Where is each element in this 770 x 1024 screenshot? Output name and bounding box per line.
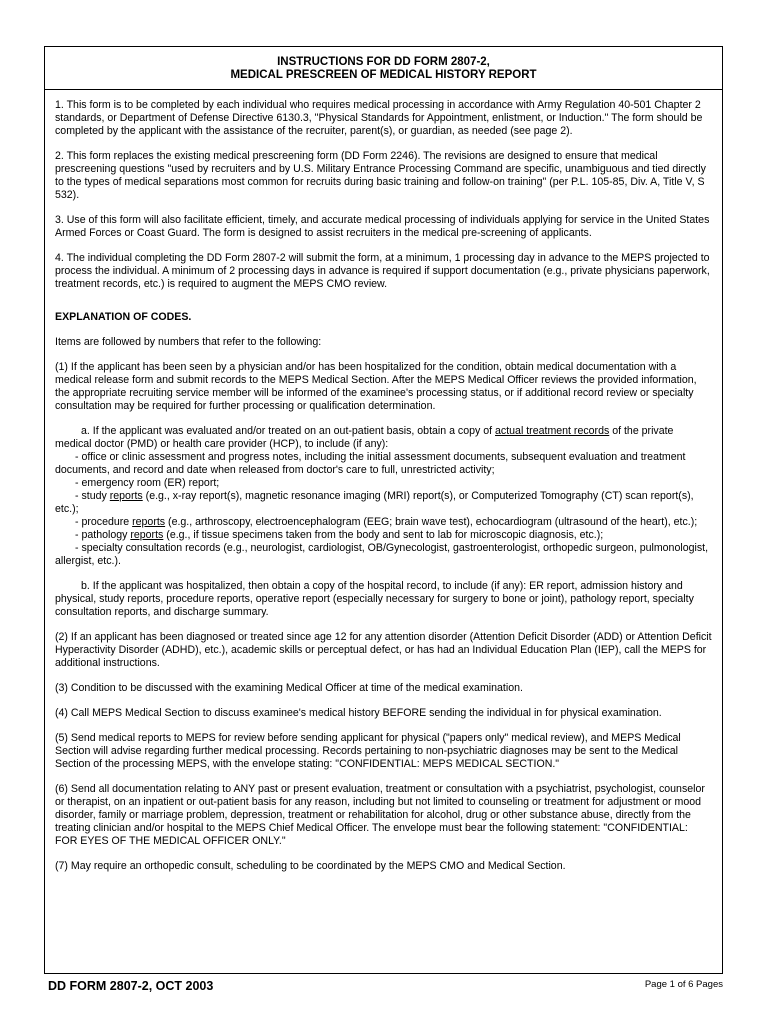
code-1a-text-end: of the private medical doctor (PMD) or health care provider (HCP), to include (if any): xyxy=(55,425,674,450)
page-number: Page 1 of 6 Pages xyxy=(644,979,723,990)
form-box xyxy=(44,46,723,974)
page-title: INSTRUCTIONS FOR DD FORM 2807-2, xyxy=(277,56,490,68)
instruction-paragraph-3: 3. Use of this form will also facilitate efficient, timely, and accurate medical processing of individuals applying for service in the United States Armed Forces or Coast Guard. The form is designed to assist recruiters in the medical pre-screening of applicants. xyxy=(55,214,710,239)
codes-heading: EXPLANATION OF CODES. xyxy=(55,311,192,323)
instruction-paragraph-2: 2. This form replaces the existing medical prescreening form (DD Form 2246). The revisions are designed to ensure that medical prescreening questions "used by recruiters and by U.S. Military Entrance Processing Command are specific, unambiguous and tied directly to the types of medical separations most common for recruits during basic training and follow-on training" (per P.L. 105-85, Div. A, Title V, S 532). xyxy=(55,150,706,201)
item-procedure: - procedure reports (e.g., arthroscopy, electroencephalogram (EEG; brain wave test), echocardiogram (ultrasound of the heart), etc.); xyxy=(75,516,698,528)
code-6: (6) Send all documentation relating to ANY past or present evaluation, treatment or consultation with a psychiatrist, psychologist, counselor or therapist, on an inpatient or out-patient basis for any reason, including but not limited to counseling or treatment for adjustment or mood disorder, family or marriage problem, depression, treatment or rehabilitation for alcohol, drug or other substance abuse, directly from the treating clinician and/or hospital to the MEPS Chief Medical Officer. The envelope must bear the following statement: "CONFIDENTIAL: FOR EYES OF THE MEDICAL OFFICER ONLY." xyxy=(55,783,705,847)
study-reports-term: reports xyxy=(109,490,143,502)
code-1b: b. If the applicant was hospitalized, then obtain a copy of the hospital record, to include (if any): ER report, admission history and physical, study reports, procedure reports, operative report (especially necessary for surgery to bone or joint), pathology report, specialty consultation reports, and discharge summary. xyxy=(55,580,694,618)
code-2: (2) If an applicant has been diagnosed or treated since age 12 for any attention disorder (Attention Deficit Disorder (ADD) or Attention Deficit Hyperactivity Disorder (ADHD), etc.), academic skills or perceptual defect, or has had an Individual Education Plan (IEP), call the MEPS for additional instructions. xyxy=(55,631,712,669)
instruction-paragraph-4: 4. The individual completing the DD Form 2807-2 will submit the form, at a minimum, 1 processing day in advance to the MEPS projected to process the individual. A minimum of 2 processing days in advance is required if support documentation (e.g., private physicians paperwork, treatment records, etc.) is required to augment the MEPS CMO review. xyxy=(55,252,710,290)
code-1a xyxy=(55,425,712,568)
code-3: (3) Condition to be discussed with the examining Medical Officer at time of the medical examination. xyxy=(55,682,523,694)
code-7: (7) May require an orthopedic consult, scheduling to be coordinated by the MEPS CMO and Medical Section. xyxy=(55,860,566,872)
item-office: - office or clinic assessment and progress notes, including the initial assessment documents, subsequent evaluation and treatment documents, and record and date when released from doctor's care to full, unrestricted activity; xyxy=(55,451,686,476)
title-area xyxy=(45,47,722,90)
pathology-reports-term: reports xyxy=(130,529,164,541)
code-1a-intro xyxy=(55,425,712,451)
form-identifier: DD FORM 2807-2, OCT 2003 xyxy=(48,979,214,993)
page-subtitle: MEDICAL PRESCREEN OF MEDICAL HISTORY REPORT xyxy=(230,69,537,81)
code-1: (1) If the applicant has been seen by a physician and/or has been hospitalized for the condition, obtain medical documentation with a medical release form and submit records to the MEPS Medical Section. After the MEPS Medical Officer reviews the provided information, the appropriate recruiting service member will be informed of the examinee's processing status, or if additional record review or specialty consultation may be required for further processing or qualification determination. xyxy=(55,361,697,412)
instruction-paragraph-1: 1. This form is to be completed by each individual who requires medical processing in accordance with Army Regulation 40-501 Chapter 2 standards, or Department of Defense Directive 6130.3, "Physical Standards for Appointment, enlistment, or Induction." The form should be completed by the applicant with the assistance of the recruiter, parent(s), or guardian, as needed (see page 2). xyxy=(55,99,703,137)
code-5: (5) Send medical reports to MEPS for review before sending applicant for physical ("papers only" medical review), and MEPS Medical Section will advise regarding further medical processing. Records pertaining to non-psychiatric diagnoses may be sent to the Medical Section of the processing MEPS, with the envelope stating: "CONFIDENTIAL: MEPS MEDICAL SECTION." xyxy=(55,732,681,770)
item-er: - emergency room (ER) report; xyxy=(75,477,220,489)
item-study: - study reports (e.g., x-ray report(s), magnetic resonance imaging (MRI) report(s), or Computerized Tomography (CT) scan report(s), etc.); xyxy=(55,490,694,515)
item-pathology: - pathology reports (e.g., if tissue specimens taken from the body and sent to lab for microscopic diagnosis, etc.); xyxy=(75,529,604,541)
procedure-reports-term: reports xyxy=(132,516,166,528)
treatment-records-term: actual treatment records xyxy=(495,425,610,437)
code-4: (4) Call MEPS Medical Section to discuss examinee's medical history BEFORE sending the individual in for physical examination. xyxy=(55,707,662,719)
item-specialty: - specialty consultation records (e.g., neurologist, cardiologist, OB/Gynecologist, gastroenterologist, orthopedic surgeon, pulmonologist, allergist, etc.). xyxy=(55,542,709,567)
instructions-content xyxy=(45,90,722,873)
code-1a-text: a. If the applicant was evaluated and/or treated on an out-patient basis, obtain a copy of xyxy=(81,425,496,437)
codes-intro: Items are followed by numbers that refer to the following: xyxy=(55,336,322,348)
